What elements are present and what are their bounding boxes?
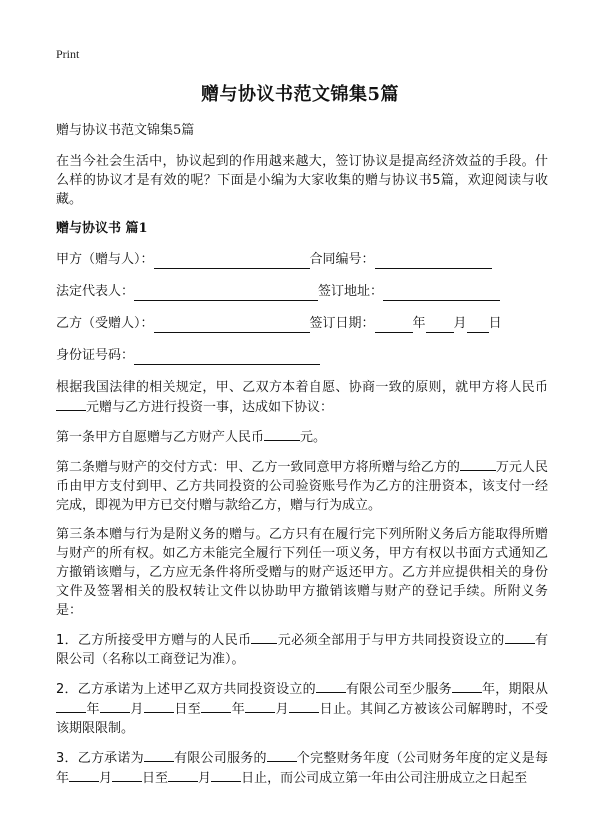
- item-1-blank-b: [505, 630, 535, 644]
- sign-day-blank: [467, 318, 489, 333]
- year-label: 年: [412, 316, 426, 331]
- item-3-blank-d2: [211, 768, 241, 782]
- article-2: [56, 457, 548, 515]
- amount-blank: [56, 397, 86, 411]
- item-2-text-e: 月: [129, 702, 144, 717]
- id-no-label: 身份证号码：: [56, 348, 135, 363]
- party-b-blank: [154, 318, 310, 333]
- day-label: 日: [488, 316, 502, 331]
- item-1-blank-a: [251, 630, 277, 644]
- item-2-blank-y2: [201, 699, 231, 713]
- item-2-text-f: 日至: [173, 702, 202, 717]
- item-3-blank-m2: [168, 768, 198, 782]
- item-2-text-a: 2．乙方承诺为上述甲乙双方共同投资设立的: [56, 682, 316, 697]
- article-2-text-a: 第二条赠与财产的交付方式：甲、乙方一致同意甲方将所赠与给乙方的: [56, 460, 460, 475]
- agreement-text-b: 元赠与乙方进行投资一事，达成如下协议：: [86, 400, 334, 415]
- month-label: 月: [453, 316, 467, 331]
- item-2-blank-y1: [56, 699, 86, 713]
- article-1-blank: [264, 427, 300, 441]
- document-subtitle: 赠与协议书范文锦集5篇: [56, 123, 195, 138]
- obligation-item-1: [56, 630, 548, 669]
- item-2-text-h: 月: [275, 702, 290, 717]
- document-title: 赠与协议书范文锦集5篇: [200, 84, 400, 105]
- item-2-blank-company: [316, 679, 346, 693]
- item-2-text-c: 年，期限从: [481, 682, 548, 697]
- sign-place-blank: [383, 286, 500, 301]
- article-2-blank: [460, 457, 496, 471]
- item-2-text-b: 有限公司至少服务: [345, 682, 452, 697]
- sign-place-label: 签订地址：: [318, 284, 384, 299]
- item-3-text-e: 日至: [142, 771, 169, 786]
- item-3-text-d: 月: [99, 771, 113, 786]
- party-a-label: 甲方（赠与人）：: [56, 252, 154, 267]
- sign-month-blank: [426, 318, 454, 333]
- item-3-blank-count: [267, 748, 297, 762]
- item-3-blank-m1: [69, 768, 99, 782]
- contract-no-blank: [375, 254, 492, 269]
- item-3-text-a: 3．乙方承诺为: [56, 751, 144, 766]
- item-2-blank-m1: [100, 699, 130, 713]
- print-link[interactable]: Print: [56, 47, 80, 61]
- document-body: [56, 121, 548, 798]
- item-3-text-g: 日止，而公司成立第一年由公司注册成立之日起至: [241, 771, 528, 786]
- item-1-text-c: 有限公司（名称以工商登记为准）。: [56, 633, 548, 667]
- item-2-text-d: 年: [86, 702, 100, 717]
- item-1-text-b: 元必须全部用于与甲方共同投资设立的: [277, 633, 505, 648]
- item-2-blank-d1: [144, 699, 174, 713]
- legal-rep-label: 法定代表人：: [56, 284, 135, 299]
- party-a-blank: [154, 254, 310, 269]
- agreement-text-a: 根据我国法律的相关规定，甲、乙双方本着自愿、协商一致的原则，就甲方将人民币: [56, 380, 548, 395]
- section-heading: 赠与协议书 篇1: [56, 221, 148, 236]
- item-1-text-a: 1．乙方所接受甲方赠与的人民币: [56, 633, 252, 648]
- item-2-text-i: 日止。其间乙方被该公司解聘时，不受该期限限制。: [56, 702, 548, 736]
- contract-no-label: 合同编号：: [309, 252, 375, 267]
- item-2-blank-d2: [289, 699, 319, 713]
- item-3-text-b: 有限公司服务的: [173, 751, 267, 766]
- item-2-blank-m2: [245, 699, 275, 713]
- form-row-id-no: [56, 346, 548, 365]
- article-1-text-b: 元。: [300, 430, 327, 445]
- legal-rep-blank: [134, 286, 318, 301]
- item-3-blank-d1: [112, 768, 142, 782]
- form-row-legal-rep: [56, 282, 548, 301]
- article-1: [56, 427, 548, 447]
- obligation-item-2: [56, 679, 548, 738]
- agreement-paragraph: [56, 378, 548, 417]
- form-row-party-a: [56, 250, 548, 269]
- article-2-text-b: 万元人民币由甲方支付到甲、乙方共同投资的公司验资账号作为乙方的注册资本，该支付一经完成，即视为甲方已交付赠与款给乙方，赠与行为成立。: [56, 460, 548, 513]
- article-1-text-a: 第一条甲方自愿赠与乙方财产人民币: [56, 430, 265, 445]
- party-b-label: 乙方（受赠人）：: [56, 316, 154, 331]
- item-3-text-f: 月: [198, 771, 212, 786]
- obligation-item-3: [56, 748, 548, 788]
- article-3: 第三条本赠与行为是附义务的赠与。乙方只有在履行完下列所附义务后方能取得所赠与财产的所有权。如乙方未能完全履行下列任一项义务，甲方有权以书面方式通知乙方撤销该赠与，乙方应无条件将所受赠与的财产返还甲方。乙方并应提供相关的身份文件及签署相关的股权转让文件以协助甲方撤销该赠与财产的登记手续。所附义务是：: [56, 527, 548, 618]
- sign-year-blank: [375, 318, 413, 333]
- item-2-text-g: 年: [231, 702, 246, 717]
- intro-paragraph: 在当今社会生活中，协议起到的作用越来越大，签订协议是提高经济效益的手段。什么样的协议才是有效的呢？下面是小编为大家收集的赠与协议书5篇，欢迎阅读与收藏。: [56, 154, 548, 207]
- item-2-blank-years: [452, 679, 482, 693]
- item-3-text-c: 个完整财务年度（公司财务年度的定义是每年: [56, 751, 548, 786]
- sign-date-label: 签订日期：: [309, 316, 375, 331]
- id-no-blank: [134, 350, 320, 365]
- form-row-party-b: [56, 314, 548, 333]
- item-3-blank-company: [144, 748, 174, 762]
